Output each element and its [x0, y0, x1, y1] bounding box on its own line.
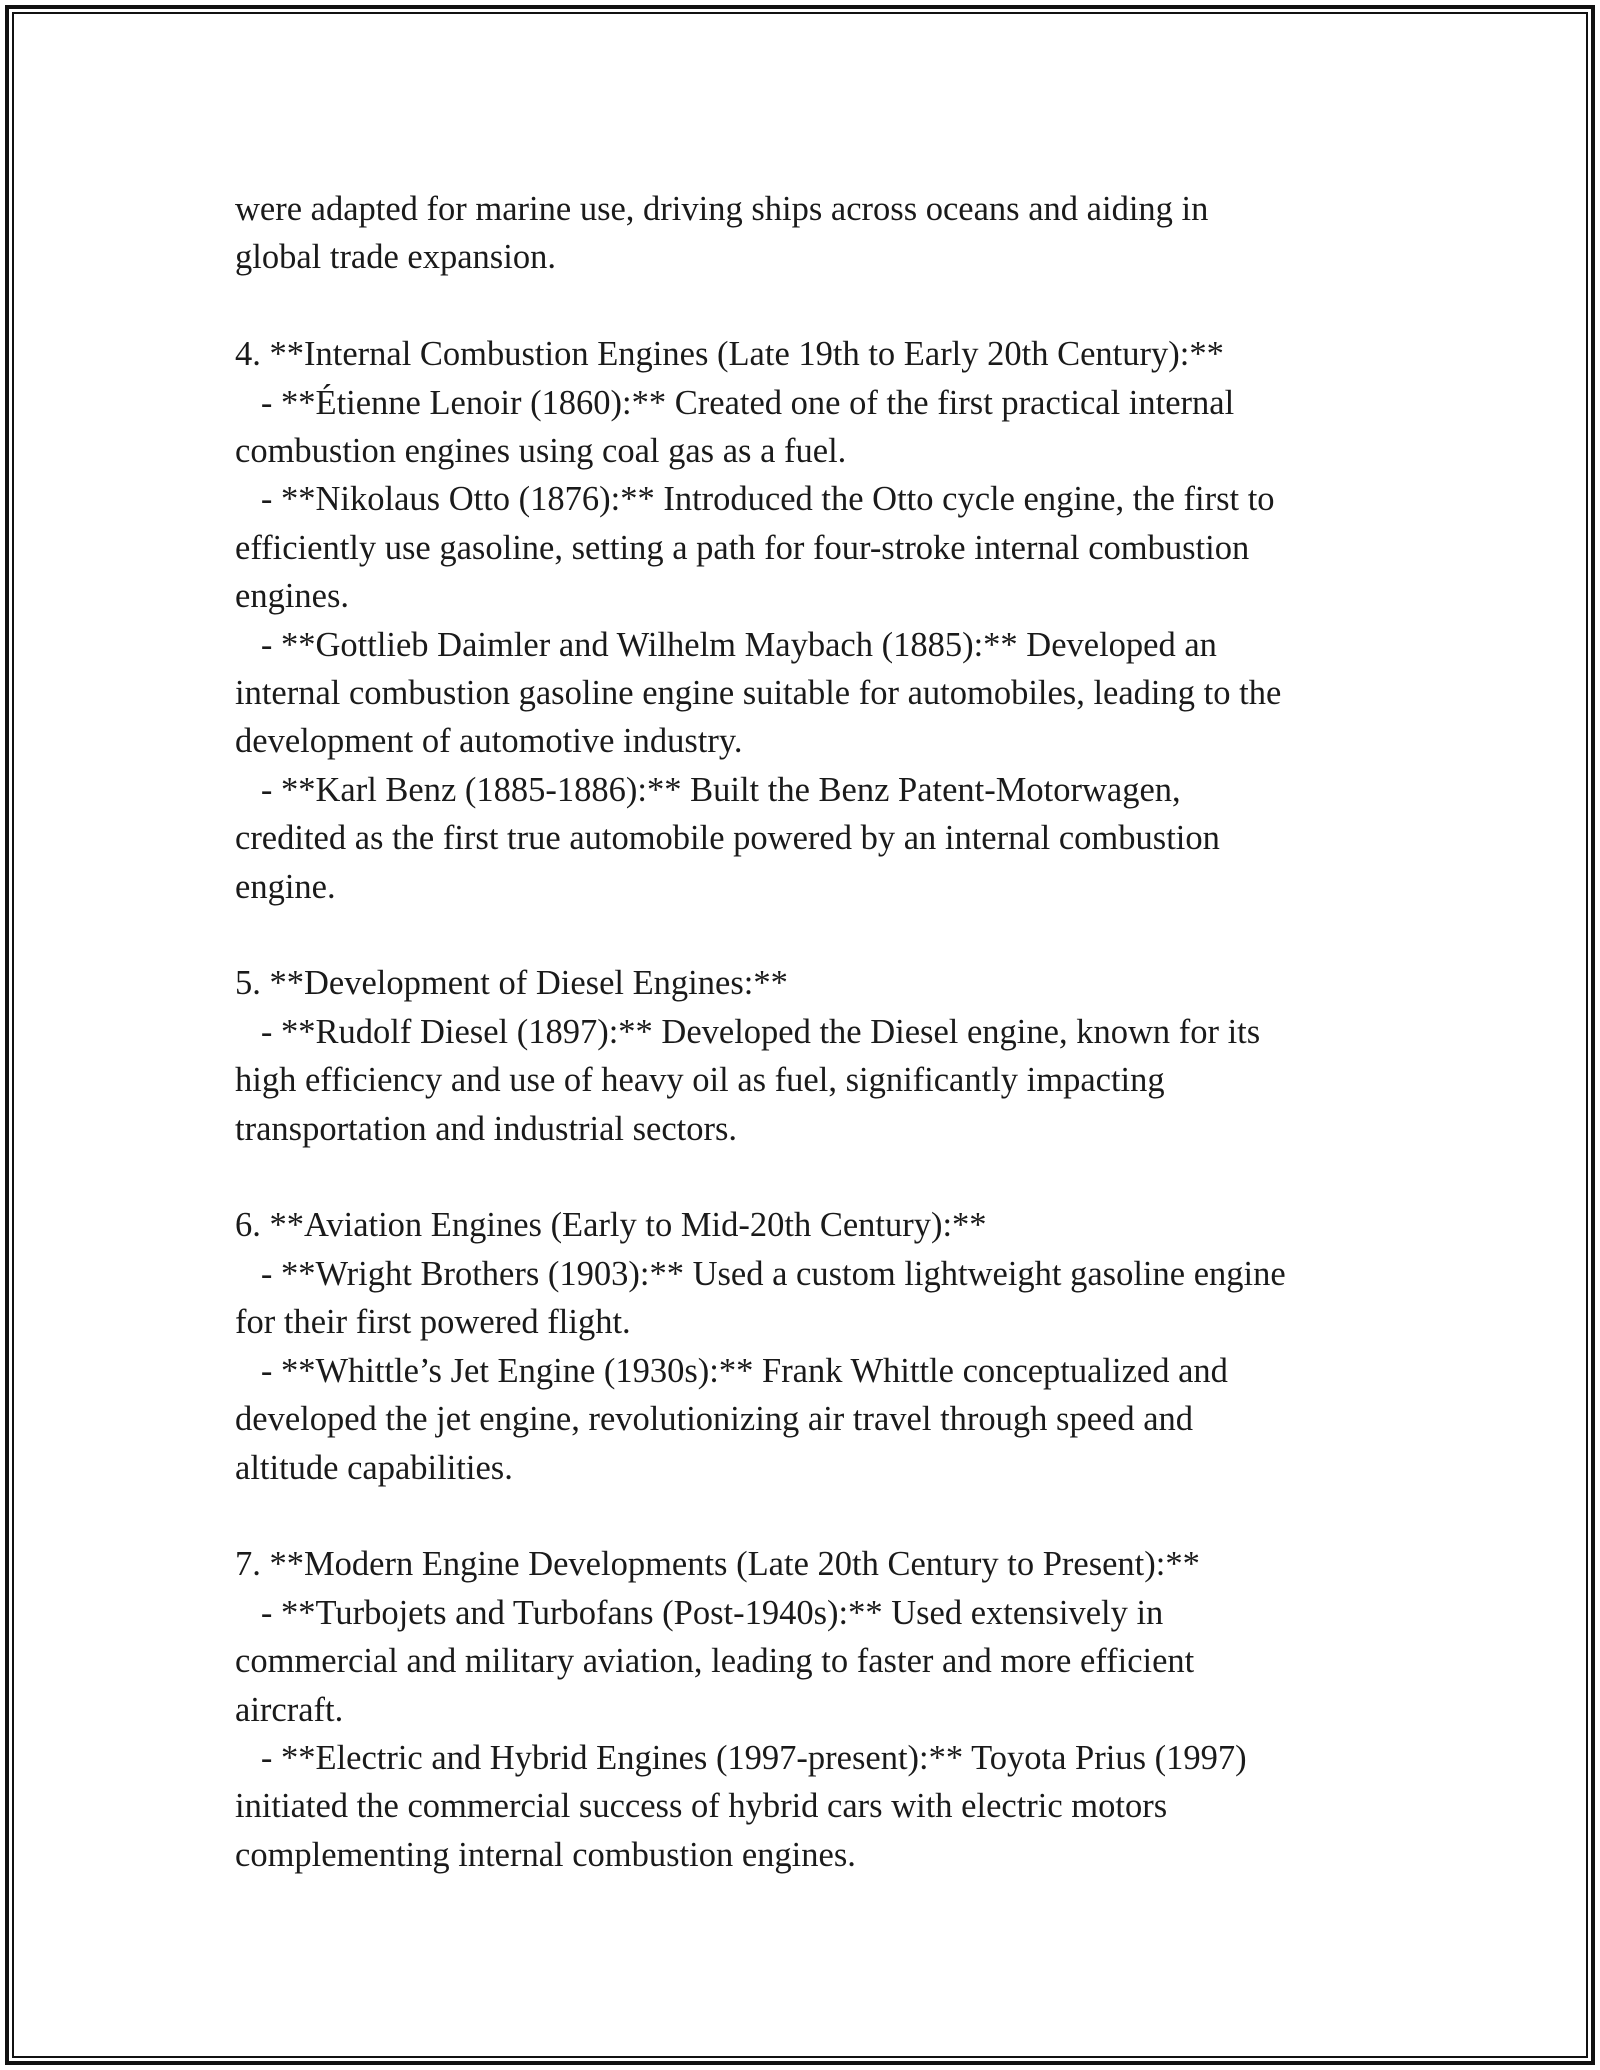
section-heading: 6. **Aviation Engines (Early to Mid-20th Century):**: [235, 1206, 987, 1245]
section-heading: 5. **Development of Diesel Engines:**: [235, 964, 788, 1003]
text-line: were adapted for marine use, driving ships across oceans and aiding in: [235, 190, 1209, 228]
text-line: initiated the commercial success of hybrid cars with electric motors: [235, 1787, 1168, 1826]
text-line: combustion engines using coal gas as a fuel.: [235, 432, 847, 471]
text-line: development of automotive industry.: [235, 722, 743, 761]
text-line: - **Rudolf Diesel (1897):** Developed the Diesel engine, known for its: [235, 1012, 1261, 1051]
text-line: global trade expansion.: [235, 238, 556, 277]
text-line: high efficiency and use of heavy oil as fuel, significantly impacting: [235, 1061, 1165, 1100]
text-line: commercial and military aviation, leading to faster and more efficient: [235, 1642, 1195, 1681]
text-line: transportation and industrial sectors.: [235, 1109, 738, 1148]
text-line: engine.: [235, 867, 336, 906]
paragraph-gap: [235, 911, 1385, 959]
text-line: internal combustion gasoline engine suitable for automobiles, leading to the: [235, 674, 1282, 713]
text-line: for their first powered flight.: [235, 1303, 631, 1342]
section-heading: 4. **Internal Combustion Engines (Late 19th to Early 20th Century):**: [235, 335, 1224, 374]
text-line: - **Whittle’s Jet Engine (1930s):** Frank Whittle conceptualized and: [235, 1351, 1228, 1390]
text-line: credited as the first true automobile powered by an internal combustion: [235, 819, 1220, 858]
section-heading: 7. **Modern Engine Developments (Late 20th Century to Present):**: [235, 1545, 1200, 1584]
text-line: - **Étienne Lenoir (1860):** Created one of the first practical internal: [235, 383, 1235, 422]
paragraph-gap: [235, 282, 1385, 330]
text-line: complementing internal combustion engines.: [235, 1835, 856, 1874]
text-line: - **Electric and Hybrid Engines (1997-present):** Toyota Prius (1997): [235, 1738, 1247, 1777]
text-line: - **Turbojets and Turbofans (Post-1940s):** Used extensively in: [235, 1593, 1164, 1632]
paragraph-gap: [235, 1153, 1385, 1201]
text-line: altitude capabilities.: [235, 1448, 513, 1487]
text-line: aircraft.: [235, 1690, 344, 1729]
text-line: - **Wright Brothers (1903):** Used a custom lightweight gasoline engine: [235, 1254, 1286, 1293]
text-line: - **Nikolaus Otto (1876):** Introduced the Otto cycle engine, the first to: [235, 480, 1275, 519]
text-line: - **Karl Benz (1885-1886):** Built the Benz Patent-Motorwagen,: [235, 770, 1181, 809]
paragraph-gap: [235, 1492, 1385, 1540]
text-line: developed the jet engine, revolutionizing air travel through speed and: [235, 1400, 1194, 1439]
text-line: engines.: [235, 577, 350, 616]
text-line: efficiently use gasoline, setting a path for four-stroke internal combustion: [235, 528, 1250, 567]
text-line: - **Gottlieb Daimler and Wilhelm Maybach (1885):** Developed an: [235, 625, 1217, 664]
document-body: [235, 185, 1385, 1879]
